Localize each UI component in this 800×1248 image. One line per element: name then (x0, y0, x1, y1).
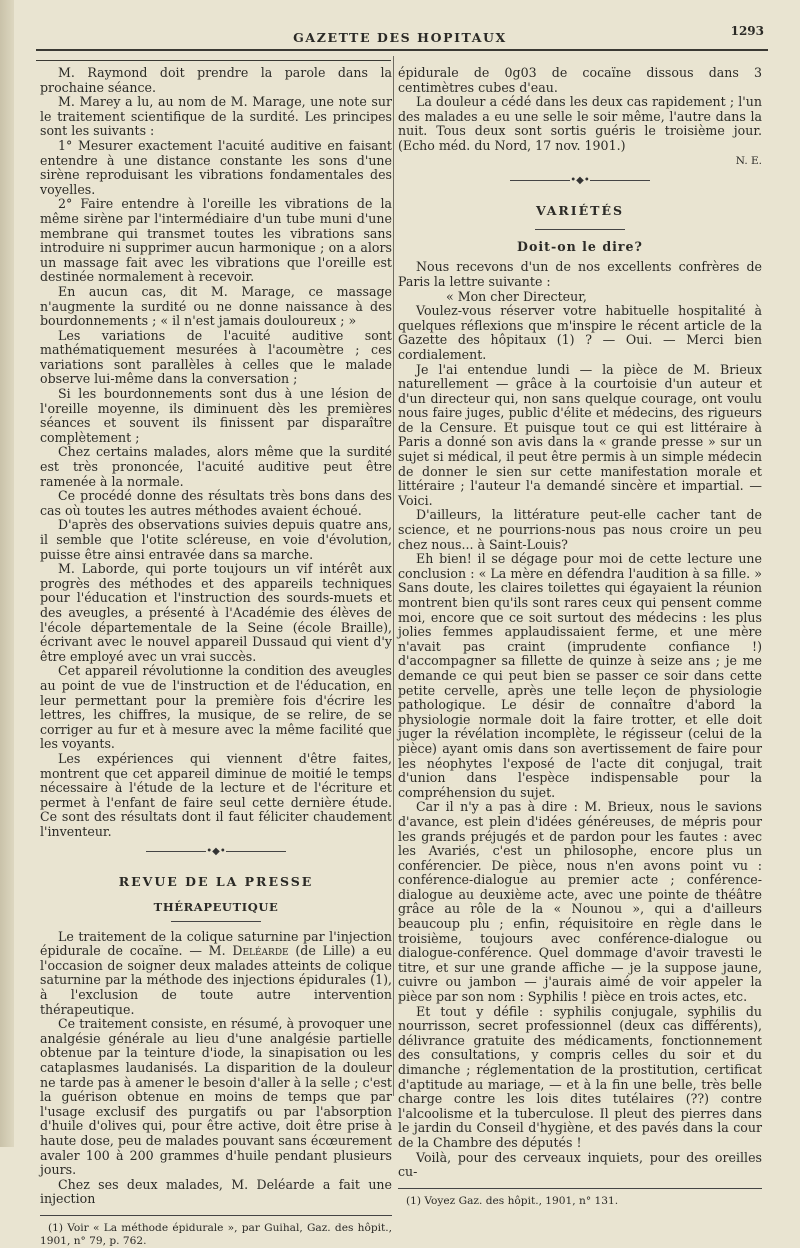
paragraph: Voilà, pour des cerveaux inquiets, pour des oreilles cu- (398, 1149, 762, 1180)
left-column (40, 66, 392, 1248)
signature: N. E. (735, 154, 762, 167)
paragraph: En aucun cas, dit M. Marage, ce massage n'augmente la surdité ou ne donne naissance à des bourdonnements ; « il n'est jamais douloureux ; » (40, 283, 392, 329)
paragraph: Si les bourdonnements sont dus à une lésion de l'oreille moyenne, ils diminuent dès les premières séances et souvent ils finissent par disparaître complètement ; (40, 386, 392, 445)
section-title-revue: REVUE DE LA PRESSE (118, 874, 314, 890)
paragraph: M. Marey a lu, au nom de M. Marage, une note sur le traitement scientifique de la surdité. Les principes sont les suivants : (40, 94, 392, 139)
footnote-rule (40, 1215, 392, 1216)
subsection-title-therapeutique: THÉRAPEUTIQUE (153, 900, 279, 915)
author-name: Deléarde (232, 943, 289, 959)
paragraph: D'ailleurs, la littérature peut-elle cacher tant de science, et ne pourrions-nous pas nous croire un peu chez nous... à Saint-Louis? (398, 507, 762, 552)
article-lead-rest: (de Lille) a eu l'occasion de soigner deux malades atteints de colique saturnine par la méthode des injections épidurales (1), à l'exclusion de toute autre intervention thérapeutique. (40, 943, 392, 1017)
column-divider (393, 56, 394, 1096)
paragraph: Car il n'y a pas à dire : M. Brieux, nous le savions d'avance, est plein d'idées généreuses, de mépris pour les grands préjugés et de pardon pour les fautes : avec les Avariés, c'est un philosophe, encore plus un conférencier. De pièce, nous n'en avons point vu : conférence-dialogue au premier acte ; conférence-dialogue au deuxième acte, avec une pointe de théâtre grâce au rôle de la « Nounou », qui a d'ailleurs beaucoup plu ; enfin, réquisitoire en règle dans le troisième, toujours avec conférence-dialogue ou dialogue-conférence. Quel dommage d'avoir travesti le titre, et sur une grande affiche — je la suppose jaune, cuivre ou jambon — j'aurais aimé de voir appeler la pièce par son nom : Syphilis ! pièce en trois actes, etc. (398, 799, 762, 1005)
header-subrule (36, 60, 391, 61)
paragraph: Ce traitement consiste, en résumé, à provoquer une analgésie générale au lieu d'une analgésie partielle obtenue par la teinture d'iode, la sinapisation ou les cataplasmes laudanisés. La disparition de la douleur ne tarde pas à amener le besoin d'aller à la selle ; c'est la guérison obtenue en moins de temps que par l'usage exclusif des purgatifs ou par l'absorption d'huile d'olives qui, pour être active, doit être prise à haute dose, peu de malades pouvant sans écœurement avaler 100 à 200 grammes d'huile pendant plusieurs jours. (40, 1016, 392, 1178)
journal-title: GAZETTE DES HOPITAUX (293, 30, 507, 45)
footnote: (1) Voyez Gaz. des hôpit., 1901, n° 131. (406, 1194, 619, 1207)
paragraph: 2° Faire entendre à l'oreille les vibrations de la même sirène par l'intermédiaire d'un tube muni d'une membrane qui transmet toutes les vibrations sans introduire ni supprimer aucun harmonique ; on a alors un massage fait avec les vibrations que l'oreille est destinée normalement à recevoir. (40, 196, 392, 285)
paragraph: Chez ses deux malades, M. Deléarde a fait une injection (40, 1176, 392, 1207)
footnote-rule (398, 1188, 762, 1189)
paragraph: Je l'ai entendue lundi — la pièce de M. Brieux naturellement — grâce à la courtoisie d'un auteur et d'un directeur qui, non sans quelque courage, ont voulu nous faire juges, public d'élite et médecins, des rigueurs de la Censure. Et puisque tout ce qui est littéraire à Paris a donné son avis dans la « grande presse » sur un sujet si médical, il peut être permis à un simple médecin de donner le sien sur cette manifestation morale et littéraire ; l'auteur l'a demandé sincère et impartial. — Voici. (398, 361, 762, 508)
paragraph: La douleur a cédé dans les deux cas rapidement ; l'un des malades a eu une selle le soir même, l'autre dans la nuit. Tous deux sont sortis guéris le troisième jour. (Echo méd. du Nord, 17 nov. 1901.) (398, 94, 762, 153)
section-title-varietes: VARIÉTÉS (535, 203, 625, 219)
paragraph: Et tout y défile : syphilis conjugale, syphilis du nourrisson, secret professionnel (deux cas différents), délivrance gratuite des médicaments, fonctionnement des consultations, y compris celles du soir et du dimanche ; réglementation de la prostitution, certificat d'aptitude au mariage, — et à la fin une belle, très belle charge contre les lois dites tutélaires (??) contre l'alcoolisme et la tuberculose. Il pleut des pierres dans le jardin du Conseil d'hygiène, et des pavés dans la cour de la Chambre des députés ! (398, 1003, 762, 1150)
section-rule (535, 229, 625, 230)
paragraph: épidurale de 0g03 de cocaïne dissous dans 3 centimètres cubes d'eau. (398, 65, 762, 95)
page-header (36, 22, 764, 50)
header-rule (36, 49, 768, 51)
paragraph: Ce procédé donne des résultats très bons dans des cas où toutes les autres méthodes avaient échoué. (40, 488, 392, 518)
paragraph: 1° Mesurer exactement l'acuité auditive en faisant entendre à une distance constante les sons d'une sirène reproduisant les vibrations fondamentales des voyelles. (40, 137, 392, 197)
article-lead: Le traitement de la colique saturnine par l'injection épidurale de cocaïne. — M. (40, 928, 392, 959)
page-number: 1293 (730, 24, 764, 38)
paragraph: M. Laborde, qui porte toujours un vif intérêt aux progrès des méthodes et des appareils techniques pour l'éducation et l'instruction des sourds-muets et des aveugles, a présenté à l'Académie des élèves de l'école départementale de la Seine (école Braille), écrivant avec le nouvel appareil Dussaud qui vient d'y être employé avec un vrai succès. (40, 561, 392, 664)
section-ornament: •◆• (398, 176, 762, 186)
paragraph: Les variations de l'acuité auditive sont mathématiquement mesurées à l'acoumètre ; ces variations sont parallèles à celles que le malade observe lui-même dans la conversation ; (40, 327, 392, 387)
subsection-rule (171, 921, 261, 922)
paragraph: M. Raymond doit prendre la parole dans la prochaine séance. (40, 65, 392, 95)
paragraph: Chez certains malades, alors même que la surdité est très prononcée, l'acuité auditive peut être ramenée à la normale. (40, 444, 392, 489)
page-binding-edge (0, 0, 14, 1147)
paragraph: Eh bien! il se dégage pour moi de cette lecture une conclusion : « La mère en défendra l'audition à sa fille. » Sans doute, les claires toilettes qui égayaient la réunion montrent bien qu'ils sont rares ceux qui pensent comme moi, encore que ce soit surtout des médecins : les plus jolies femmes applaudissaient ferme, et une mère n'avait pas craint (imprudente confiance !) d'accompagner sa fillette de quinze à seize ans ; je me demande ce qui peut bien se passer ce soir dans cette petite cervelle, après une telle leçon de physiologie pathologique. Le désir de connaître d'abord la physiologie normale doit la faire trotter, et elle doit juger la révélation incomplète, le régisseur (celui de la pièce) ayant omis dans son avertissement de faire pour les néophytes l'exposé de l'acte dit conjugal, trait d'union dans l'espèce indispensable pour la compréhension du sujet. (398, 551, 762, 800)
paragraph: D'après des observations suivies depuis quatre ans, il semble que l'otite scléreuse, en voie d'évolution, puisse être ainsi entravée dans sa marche. (40, 517, 392, 562)
paragraph: Nous recevons d'un de nos excellents confrères de Paris la lettre suivante : (398, 259, 762, 289)
article-title: Doit-on le dire? (517, 238, 643, 254)
section-ornament: •◆• (40, 847, 392, 857)
paragraph-article-lead (40, 930, 392, 1018)
footnote: (1) Voir « La méthode épidurale », par Guihal, Gaz. des hôpit., 1901, n° 79, p. 762. (40, 1221, 392, 1247)
paragraph: « Mon cher Directeur, (446, 288, 587, 304)
paragraph: Les expériences qui viennent d'être faites, montrent que cet appareil diminue de moitié le temps nécessaire à l'étude de la lecture et de l'écriture et permet à l'enfant de faire seul cette dernière étude. Ce sont des résultats dont il faut féliciter chaudement l'inventeur. (40, 750, 392, 839)
paragraph: Cet appareil révolutionne la condition des aveugles au point de vue de l'instruction et de l'éducation, en leur permettant pour la première fois d'écrire les lettres, les chiffres, la musique, de se relire, de se corriger au fur et à mesure avec la même facilité que les voyants. (40, 663, 392, 752)
right-column (398, 66, 762, 1208)
paragraph: Voulez-vous réserver votre habituelle hospitalité à quelques réflexions que m'inspire le récent article de la Gazette des hôpitaux (1) ? — Oui. — Merci bien cordialement. (398, 303, 762, 362)
